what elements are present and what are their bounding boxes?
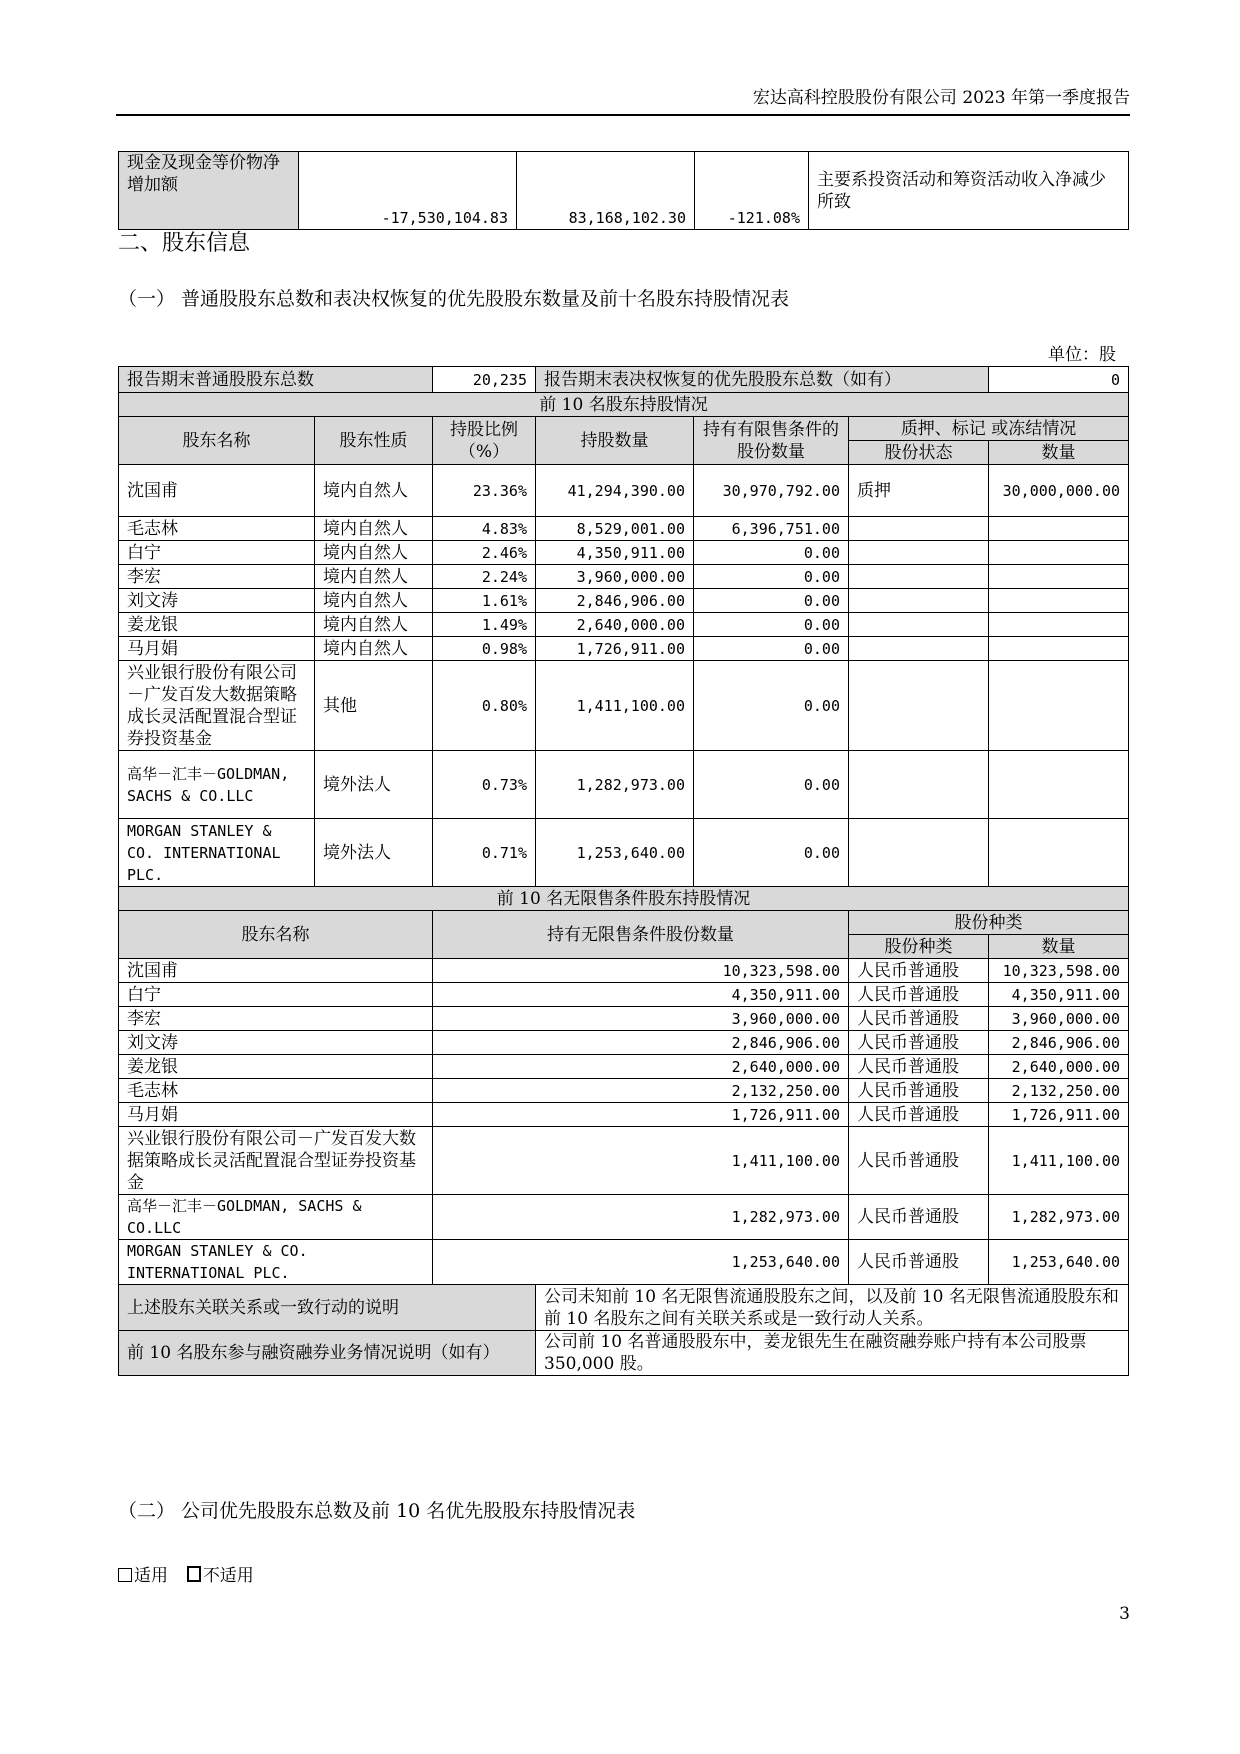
top10-pledge-status [849, 517, 989, 541]
unr-name: MORGAN STANLEY & CO. INTERNATIONAL PLC. [119, 1240, 433, 1285]
cashflow-reason: 主要系投资活动和筹资活动收入净减少所致 [809, 152, 1129, 230]
top10-pledge-qty [989, 819, 1129, 887]
th-pledge-status: 股份状态 [849, 441, 989, 465]
unr-qty: 2,846,906.00 [989, 1031, 1129, 1055]
unr-type: 人民币普通股 [849, 1079, 989, 1103]
unrestricted-row [119, 983, 1129, 1007]
top10-shares: 2,846,906.00 [536, 589, 694, 613]
unr-name: 白宁 [119, 983, 433, 1007]
subsection-title-preferred: （二） 公司优先股股东总数及前 10 名优先股股东持股情况表 [118, 1500, 636, 1522]
cashflow-current: -17,530,104.83 [299, 152, 517, 230]
top10-pledge-status [849, 751, 989, 819]
unr-type: 人民币普通股 [849, 1240, 989, 1285]
top10-restricted: 0.00 [694, 751, 849, 819]
top10-ratio: 4.83% [433, 517, 536, 541]
unr-shares: 2,846,906.00 [433, 1031, 849, 1055]
top10-ratio: 0.71% [433, 819, 536, 887]
unr-qty: 2,132,250.00 [989, 1079, 1129, 1103]
checkbox-unchecked-icon [118, 1568, 132, 1582]
unr-type: 人民币普通股 [849, 1007, 989, 1031]
top10-ratio: 2.46% [433, 541, 536, 565]
top10-name: 沈国甫 [119, 465, 315, 517]
unr-shares: 1,282,973.00 [433, 1195, 849, 1240]
preferred-holders-value: 0 [989, 367, 1129, 393]
top10-pledge-status [849, 541, 989, 565]
top10-pledge-qty [989, 751, 1129, 819]
unit-label: 单位：股 [1048, 345, 1116, 365]
th-ratio-line2: （%） [458, 441, 510, 462]
unr-shares: 2,640,000.00 [433, 1055, 849, 1079]
th-shares: 持股数量 [536, 417, 694, 465]
unr-qty: 1,253,640.00 [989, 1240, 1129, 1285]
unr-qty: 4,350,911.00 [989, 983, 1129, 1007]
unr-shares: 3,960,000.00 [433, 1007, 849, 1031]
top10-name: 马月娟 [119, 637, 315, 661]
top10-row [119, 465, 1129, 517]
top10-nature: 境内自然人 [315, 565, 433, 589]
top10-name: 李宏 [119, 565, 315, 589]
top10-restricted: 0.00 [694, 819, 849, 887]
common-holders-label: 报告期末普通股股东总数 [119, 367, 433, 393]
th-ratio-line1: 持股比例 [450, 419, 518, 440]
applicability [118, 1561, 254, 1586]
top10-nature: 境外法人 [315, 819, 433, 887]
unr-type: 人民币普通股 [849, 1031, 989, 1055]
unr-qty: 2,640,000.00 [989, 1055, 1129, 1079]
unr-name: 沈国甫 [119, 959, 433, 983]
applicable-label: 适用 [134, 1566, 168, 1586]
unr-name: 毛志林 [119, 1079, 433, 1103]
top10-pledge-status [849, 661, 989, 751]
top10-shares: 1,253,640.00 [536, 819, 694, 887]
unr-shares: 1,411,100.00 [433, 1127, 849, 1195]
top10-pledge-status [849, 819, 989, 887]
unr-name: 高华－汇丰－GOLDMAN, SACHS & CO.LLC [119, 1195, 433, 1240]
top10-name: 姜龙银 [119, 613, 315, 637]
top10-shares: 1,726,911.00 [536, 637, 694, 661]
unr-type: 人民币普通股 [849, 1103, 989, 1127]
top10-restricted: 0.00 [694, 613, 849, 637]
th-pledge-group: 质押、标记 或冻结情况 [849, 417, 1129, 441]
top10-ratio: 2.24% [433, 565, 536, 589]
top10-row [119, 517, 1129, 541]
unrestricted-row [119, 1079, 1129, 1103]
th-pledge-qty: 数量 [989, 441, 1129, 465]
top10-pledge-qty: 30,000,000.00 [989, 465, 1129, 517]
top10-nature: 其他 [315, 661, 433, 751]
top10-shares: 41,294,390.00 [536, 465, 694, 517]
unrestricted-row [119, 1195, 1129, 1240]
top10-shares: 2,640,000.00 [536, 613, 694, 637]
unr-qty: 3,960,000.00 [989, 1007, 1129, 1031]
top10-pledge-qty [989, 661, 1129, 751]
th-name: 股东名称 [119, 417, 315, 465]
unrestricted-row [119, 1055, 1129, 1079]
common-holders-value: 20,235 [433, 367, 536, 393]
checkbox-checked-icon [187, 1566, 201, 1582]
top10-row [119, 565, 1129, 589]
th-restricted: 持有有限售条件的股份数量 [694, 417, 849, 465]
top10-nature: 境内自然人 [315, 541, 433, 565]
top10-pledge-status [849, 589, 989, 613]
related-parties-label: 上述股东关联关系或一致行动的说明 [119, 1285, 536, 1331]
top10-name: MORGAN STANLEY & CO. INTERNATIONAL PLC. [119, 819, 315, 887]
shareholder-table [118, 366, 1129, 1376]
th-ratio [433, 417, 536, 465]
unrestricted-row [119, 1127, 1129, 1195]
top10-pledge-qty [989, 613, 1129, 637]
th-unr-name: 股东名称 [119, 911, 433, 959]
top10-title: 前 10 名股东持股情况 [119, 393, 1129, 417]
top10-name: 兴业银行股份有限公司－广发百发大数据策略成长灵活配置混合型证券投资基金 [119, 661, 315, 751]
top10-pledge-qty [989, 541, 1129, 565]
th-unr-qty: 数量 [989, 935, 1129, 959]
unr-name: 马月娟 [119, 1103, 433, 1127]
top10-restricted: 0.00 [694, 589, 849, 613]
unr-name: 李宏 [119, 1007, 433, 1031]
top10-nature: 境内自然人 [315, 613, 433, 637]
top10-nature: 境内自然人 [315, 589, 433, 613]
top10-shares: 4,350,911.00 [536, 541, 694, 565]
cashflow-table [118, 151, 1129, 230]
subsection-title-common: （一） 普通股股东总数和表决权恢复的优先股股东数量及前十名股东持股情况表 [118, 288, 790, 310]
top10-pledge-qty [989, 637, 1129, 661]
top10-ratio: 23.36% [433, 465, 536, 517]
th-unr-shares: 持有无限售条件股份数量 [433, 911, 849, 959]
top10-pledge-status [849, 613, 989, 637]
unr-type: 人民币普通股 [849, 1127, 989, 1195]
unr-shares: 1,253,640.00 [433, 1240, 849, 1285]
top10-shares: 1,411,100.00 [536, 661, 694, 751]
top10-row [119, 637, 1129, 661]
top10-pledge-status [849, 565, 989, 589]
preferred-holders-label: 报告期末表决权恢复的优先股股东总数（如有） [536, 367, 989, 393]
top10-row [119, 661, 1129, 751]
top10-name: 刘文涛 [119, 589, 315, 613]
unrestricted-row [119, 959, 1129, 983]
unrestricted-row [119, 1103, 1129, 1127]
th-nature: 股东性质 [315, 417, 433, 465]
top10-row [119, 589, 1129, 613]
top10-nature: 境外法人 [315, 751, 433, 819]
unr-type: 人民币普通股 [849, 959, 989, 983]
top10-row [119, 541, 1129, 565]
section-title-shareholders: 二、股东信息 [118, 231, 251, 256]
top10-ratio: 1.61% [433, 589, 536, 613]
top10-nature: 境内自然人 [315, 637, 433, 661]
not-applicable-label: 不适用 [202, 1566, 254, 1586]
top10-name: 毛志林 [119, 517, 315, 541]
margin-trading-text: 公司前 10 名普通股股东中，姜龙银先生在融资融券账户持有本公司股票 350,000 股。 [536, 1331, 1129, 1376]
top10-pledge-status [849, 637, 989, 661]
top10-row [119, 751, 1129, 819]
top10-nature: 境内自然人 [315, 465, 433, 517]
unr-qty: 10,323,598.00 [989, 959, 1129, 983]
th-unr-type: 股份种类 [849, 935, 989, 959]
top10-nature: 境内自然人 [315, 517, 433, 541]
related-parties-text: 公司未知前 10 名无限售流通股股东之间，以及前 10 名无限售流通股股东和前 10 名股东之间有关联关系或是一致行动人关系。 [536, 1285, 1129, 1331]
top10-ratio: 0.80% [433, 661, 536, 751]
unr-shares: 1,726,911.00 [433, 1103, 849, 1127]
unr-qty: 1,726,911.00 [989, 1103, 1129, 1127]
th-unr-type-group: 股份种类 [849, 911, 1129, 935]
unr-type: 人民币普通股 [849, 983, 989, 1007]
unr-shares: 2,132,250.00 [433, 1079, 849, 1103]
top10-pledge-qty [989, 565, 1129, 589]
top10-ratio: 1.49% [433, 613, 536, 637]
top10-name: 白宁 [119, 541, 315, 565]
top10-shares: 8,529,001.00 [536, 517, 694, 541]
top10-row [119, 613, 1129, 637]
top10-pledge-status: 质押 [849, 465, 989, 517]
unrestricted-title: 前 10 名无限售条件股东持股情况 [119, 887, 1129, 911]
cashflow-change: -121.08% [695, 152, 809, 230]
top10-pledge-qty [989, 589, 1129, 613]
unr-type: 人民币普通股 [849, 1055, 989, 1079]
top10-shares: 3,960,000.00 [536, 565, 694, 589]
top10-name: 高华－汇丰－GOLDMAN, SACHS & CO.LLC [119, 751, 315, 819]
unr-qty: 1,282,973.00 [989, 1195, 1129, 1240]
unrestricted-row [119, 1240, 1129, 1285]
cashflow-label: 现金及现金等价物净增加额 [119, 152, 299, 230]
page-number: 3 [1119, 1604, 1130, 1624]
top10-shares: 1,282,973.00 [536, 751, 694, 819]
unrestricted-row [119, 1031, 1129, 1055]
cashflow-previous: 83,168,102.30 [517, 152, 695, 230]
top10-restricted: 6,396,751.00 [694, 517, 849, 541]
top10-restricted: 0.00 [694, 661, 849, 751]
top10-ratio: 0.73% [433, 751, 536, 819]
unr-shares: 10,323,598.00 [433, 959, 849, 983]
unr-type: 人民币普通股 [849, 1195, 989, 1240]
unr-name: 刘文涛 [119, 1031, 433, 1055]
unr-shares: 4,350,911.00 [433, 983, 849, 1007]
unrestricted-row [119, 1007, 1129, 1031]
top10-restricted: 0.00 [694, 637, 849, 661]
top10-row [119, 819, 1129, 887]
margin-trading-label: 前 10 名股东参与融资融券业务情况说明（如有） [119, 1331, 536, 1376]
top10-restricted: 0.00 [694, 541, 849, 565]
unr-name: 兴业银行股份有限公司－广发百发大数据策略成长灵活配置混合型证券投资基金 [119, 1127, 433, 1195]
unr-qty: 1,411,100.00 [989, 1127, 1129, 1195]
page-header: 宏达高科控股股份有限公司 2023 年第一季度报告 [116, 86, 1130, 116]
top10-pledge-qty [989, 517, 1129, 541]
unr-name: 姜龙银 [119, 1055, 433, 1079]
top10-restricted: 30,970,792.00 [694, 465, 849, 517]
top10-restricted: 0.00 [694, 565, 849, 589]
top10-ratio: 0.98% [433, 637, 536, 661]
